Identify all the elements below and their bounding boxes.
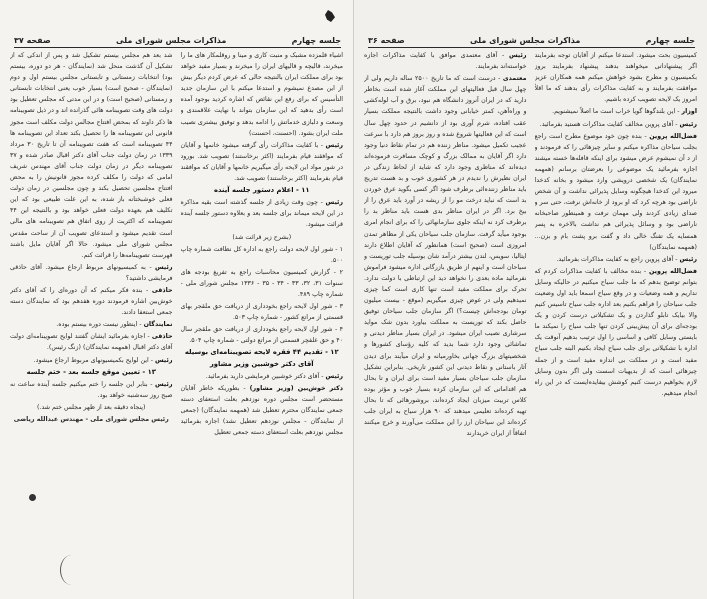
speech-text: بنده فکر میکنم که آن دوره‌ای را که آقای دکتر خوش‌بین اشاره فرمودند دوره هفدهم بود که نمایندگان دسته جمعی استعفا دادند.	[10, 286, 173, 317]
left-page-columns	[10, 50, 343, 585]
speaker-separator: -	[137, 321, 144, 329]
speech-text: چون وقت زیادی از جلسه گذشته است بقیه مذاکره در این لایحه میماند برای جلسه بعد و بعلاوه دستور جلسه آینده قرائت میشود.	[180, 199, 343, 229]
speaker-name: رئیس	[509, 52, 527, 59]
signature-mark	[60, 555, 83, 585]
speaker-paragraph	[364, 50, 527, 72]
speaker-name: معتمدی	[502, 75, 527, 83]
left-page	[0, 0, 353, 599]
body-paragraph: اشیاء قلمزده مشبک و منبت کاری و مینا و روقلمکار های ما را میخرند، قالیچه و قالیهای ایران را میخرند و بسیار مفید خواهد بود برای مملکت ایران بالنتیجه حالی که عرض کردم دیگر بیش از این مصدع نمیشوم و استدعا میکنم با این سازمان جدید التأسیس که برای رفع این نقائص که اشاره کردید بوجود آمده است رأی بدهید که این سازمان بتواند با نهایت علاقمندی و وسعت و دلبازی خدماتش را ادامه بدهد و توفیق بیشتری نصیب ملت ایران بشود. (احسنت، احسنت)	[180, 52, 343, 137]
ink-blot-mark	[325, 10, 335, 22]
speaker-paragraph	[181, 371, 344, 382]
speech-text: آقای معتمدی موافق با کفایت مذاکرات اجازه خواسته‌اند بفرمایند.	[364, 52, 527, 71]
speech-text: درست است که ما تاریخ ۲۵۰۰ ساله داریم ولی از چهل سال قبل فعالیتهای این مملکت آغاز شده است بخاطر دارید که در ایران آنروز دانشگاه هم نبود، برق و آب لوله‌کشی و وراه‌آهن، کمتر خیابانی وجود داشت بالنتیجه مملکت بسیار عقب افتاده، شرم آوری بود از دانشیم در حدود چهل سال است که این فعالیتها شروع شده و روز بروز هم دارد با سرعت عجیب تکمیل میشود. مناظر زننده هم در تمام نقاط دنیا وجود دارد اگر آقایان به ممالک بزرگ و کوچک مسافرت فرموده‌اند دیده‌اند که مناظری وجود دارد که شاید از لحاظ زندگی در ایران نظیرش را ندیدم در هر کشوری خوب و بد هست تدریج باید مناظر زننده‌ائی برطرف شود اگر کسی بگوید عرق خوردن بد است که نباید درخت مو را از ریشه در آورد باید عرق را از بیخ برد. اگر در ایران مناظر بدی هست باید مناظر بد را برطرف کرد نه اینکه جلوی سازمانهائی را که برای انجام امری بوجود میآید گرفت. سازمان جلب سیاحان یکی از مظاهر تمدن امروزی است (صحیح است) همانطور که آقایان اطلاع دارند ایتالیا، سویس، لندن بیشتر درآمد شان بوسیله جلب توریست و سیاحان است و اینهم از طریق بازرگانی اداره میشود فراموش نفرمائید ماده بعدی را نخواهد دید این ارتباطی با دولت ندارد. تحرک برای مملکت مفید است تنها کاری است کما چیزی نمیدهیم ولی در عوض چیزی میگیریم (موقع - بیست میلیون تومان بودجه‌اش چیست؟) اگر سازمان جلب سیاحان توفیق حاصل بکند که توریست به مملکت بیاورد بدون شک مواید سرشاری نصیب ایران میشود. در ایران بسیار مناظر دیدنی و تماشائی وجود دارد شما بدید که کلیه رؤسای کشورها و شخصیتهای بزرگ جهانی بخاورمیانه و ایران میآیند برای دیدن آثار باستانی و نقاط دیدنی این کشور تاریخی. بنابراین تشکیل سازمان جلب سیاحان بسیار مفید است برای ایران و تا بحال هم اقداماتی که این سازمان کرده بسیار خوب و مؤثر بوده کلاس تربیت میزبان ایجاد کرده‌اند، بروشورهائی که تا بحال تهیه کرده‌اند تعلیمی میدهند که ۹۰ هزار سیاح به ایران جلب کرده‌اند این سیاحان ارز را این مملکت می‌آورند و خرج میکنند اتفاقاً از ایران خریدارند	[364, 75, 527, 438]
body-paragraph: ۲ - گزارش کمیسیون محاسبات راجع به تفریغ بودجه های سنوات ۳۱، ۳۲، ۳۳ - ۳۴ - ۳۵ - ۱۳۳۶ مجلس شورای ملی - شماره چاپ ۴۸۹.	[180, 268, 343, 298]
speaker-name: رئیس	[325, 141, 343, 149]
speech-text: این بلندگوها گویا خراب است ما اصلاً نمیشنویم.	[552, 108, 676, 116]
speech-text: آقای پروین مخالف کفایت مذاکرات هستید بفرمائید.	[539, 120, 674, 128]
speaker-name: فضل‌الله پروین	[649, 132, 697, 140]
body-paragraph: ۳ - شور اول لایحه راجع بخودداری از دریافت حق ملقجر بهای قسمتی از مراتع کشور - شماره چاپ ۵۰۳.	[180, 303, 343, 322]
left-header-title: مذاکرات مجلس شورای ملی	[116, 36, 227, 45]
right-header-title: مذاکرات مجلس شورای ملی	[470, 36, 581, 45]
speaker-paragraph	[10, 319, 173, 330]
left-page-number: صفحه ۳۷	[14, 36, 51, 45]
speaker-separator: -	[497, 52, 510, 59]
speaker-paragraph	[535, 131, 698, 253]
right-page	[353, 0, 707, 599]
speaker-name: رئیس	[325, 372, 343, 380]
speaker-separator: -	[675, 108, 682, 116]
speaker-paragraph	[10, 379, 173, 401]
left-page-column-left	[10, 50, 173, 585]
speaker-separator: -	[318, 199, 326, 207]
speaker-name: حاذقی	[151, 286, 173, 294]
speaker-paragraph	[364, 73, 527, 439]
left-session-label: جلسه چهارم	[291, 36, 341, 45]
right-page-number: صفحه ۳۶	[368, 36, 405, 45]
left-page-header	[14, 31, 341, 48]
speaker-separator: -	[142, 286, 152, 294]
speaker-separator: -	[319, 372, 326, 380]
speech-text: آقای پروین راجع به کفایت مذاکرات بفرمائید.	[556, 255, 674, 263]
body-paragraph: ۱ - شور اول لایحه دولت راجع به اداره کل نظافت شماره چاپ ۵۰۰.	[180, 245, 343, 264]
body-paragraph: کمیسیون بحث میشود. استدعا میکنم از آقایان توجه بفرمایند اگر پیشنهاداتی میخواهند بدهند پیشنهاد بفرمایند بروز بکمیسیون و مطرح بشود خواهش میکنم همه همکاران عزیز موافقت بفرمایند و به کفایت مذاکرات رأی بدهند که ما اقلاً امروز یک لایحه تصویب کرده باشیم.	[534, 52, 697, 104]
ink-dot-mark	[29, 494, 36, 501]
right-page-column-left	[364, 50, 527, 585]
speaker-name: رئیس	[155, 263, 173, 271]
section-heading: ۱۳ - تعیین موقع جلسه بعد - ختم جلسه	[26, 367, 156, 376]
speech-text: بنده چون خود موضوع مطرح است راجع بجلب سیاحان مذاکره میکنم و سایر چیزهائی را که فرمودند و از د آن نمیشوم عرض میشود برای اینکه قافله‌ها خسته میشند اجازه بفرمائید یک موضوعی را بعرضتان برسانم (همهمه نمایندگان) یک شخصی درویشی وارد میشود و بخانه کدخدا میرود این کدخدا هیچگونه وسایل پذیرائی نداشت و آن شخص ناراضی بود هرچه کرد که او برود از خانه‌اش نرفت، حتی سر و صدای زیادی کردند ولی مهمان نرفت و همینطور صاحبخانه ناراضی بود و وسائل پذیرائی هم نداشت بالاخره به پسر همسایه یک تفنگ خالی داد و گفت برو پشت بام و بزن... (همهمه نمایندگان)	[534, 132, 697, 251]
stage-note: (پنجاه دقیقه بعد از ظهر مجلس ختم شد.)	[36, 403, 146, 411]
right-page-column-right	[535, 50, 698, 585]
speaker-separator: -	[239, 384, 250, 392]
speaker-name: نمایندگان	[143, 321, 173, 329]
speech-text: بنده مخالف با کفایت مذاکرات کردم که بتوانم توضیح بدهم که ما جلب سیاح میکنیم در حالیکه وسایل نداریم و همه وضعیات و در وقع سیاح اسمعا باید اول وضعیت جلب سیاحان را فراهم بکنیم بعد اداره جلب سیاح تاسیس کنیم والا بیایک تابلو گذاردن و یک تشکیلاتی درست کردن و یک بودجه‌ای برای آن پیش‌بینی کردن تنها جلب سیاح را نمیکند ما بایستی وسایل کافی و اساسی را اول ترتیب بدهیم آنوقت یک اداره با تشکیلاتی برای جلب سیاح ایجاد بکنیم البته جلب سیاح مفید است و در مملکت بی اندازه مفید است و از جمله چیزهائی است که از بدیهیات اسست ولی اگر بدون وسایل لازم بخواهیم درست کنیم کوشش بیفایده‌ایست که در این راه انجام میدهیم.	[534, 267, 697, 397]
speaker-paragraph	[10, 355, 173, 366]
speaker-name: رئیس	[679, 120, 697, 128]
speaker-paragraph	[181, 197, 344, 230]
speaker-paragraph	[10, 262, 173, 284]
speech-text: با کفایت مذاکرات رأی گرفته میشود خانمها و آقایان که موافقند قیام بفرمایند (اکثر برخاستند) تصویب شد. بورود در شور مواد این لایحه رأی میگیریم خانمها و آقایان که موافقند قیام بفرمایند (اکثر برخاستند) تصویب شد.	[180, 141, 343, 183]
speech-text: اینطور نیست دوره بیستم بوده.	[56, 321, 138, 329]
speaker-name: حاذقی	[151, 333, 173, 341]
right-session-label: جلسه چهارم	[645, 36, 695, 45]
speaker-paragraph	[535, 266, 698, 399]
speaker-separator: -	[673, 120, 680, 128]
speaker-separator: -	[147, 380, 156, 388]
speaker-separator: -	[641, 132, 650, 140]
speech-text: آقای دکتر خوشبین فرمایشی دارید بفرمائید.	[205, 372, 320, 380]
section-heading: ۱۱ - اعلام دستور جلسه آینده	[213, 186, 310, 195]
speaker-paragraph	[535, 119, 698, 130]
right-page-columns	[364, 50, 697, 585]
speaker-paragraph	[535, 254, 698, 265]
speaker-paragraph	[10, 285, 173, 318]
speaker-name: اوزار	[681, 108, 697, 116]
speaker-name: دکتر خوش‌بین (وزیر مشاور)	[249, 384, 343, 392]
section-heading: ۱۲ - تقدیم ۴۴ فقره لایحه تصویبنامه‌ای بوسیله آقای دکتر خوشبین وزیر مشاور	[184, 348, 339, 368]
speaker-paragraph	[181, 383, 344, 438]
speaker-paragraph	[10, 331, 173, 353]
speech-text: به کمیسیونهای مربوط ارجاع میشود. آقای حاذقی فرمایشی داشتید؟	[10, 263, 173, 282]
speech-text: بطوریکه خاطر آقایان مستحضر است مجلس دوره نوزدهم بعلت استعفای دسته جمعی نمایندگان محترم تعطیل شد (همهمه نمایندگان) (جمعی از نمایندگان - مجلس نوزدهم تعطیل نشد) اجازه بفرمائید مجلس نوزدهم بعلت استعفای دسته جمعی تعطیل	[180, 384, 343, 437]
speaker-paragraph	[535, 106, 698, 117]
speaker-name: رئیس	[325, 199, 343, 207]
body-paragraph: شد بعد هم مجلس بیستم تشکیل شد و پس از اندکی که از تشکیل آن گذشت منحل شد (نمایندگان - هر دو دوره، بیستم بود) انتخابات زمستانی و تابستانی مجلس بیستم اول و دوم (نمایندگان - صحیح است) بسیار خوب یعنی انتخابات تابستانی و زمستانی (صحیح است) و در این مدتی که مجلس تعطیل بود دولت های وقت تصویبنامه هائی گذرانده اند و در ذیل تصویبنامه ها ذکر داوند که بمحض افتتاح مجالس دولت مکلف است مجوز قانونی این تصویبنامه ها را تحصیل بکند تعداد این تصویبنامه ها ۴۴ تصویبنامه است که هفت تصویبنامه آن تا تاریخ ۳۰ مرداد ۱۳۳۹ در زمان دولت جناب آقای دکتر اقبال صادر شده و ۳۷ تصویبنامه دیگر در زمان دولت جناب آقای مهندس شریف امامی که دولت را مکلف کرده مجوز قانونیش را به محض افتتاح مجلسین تحصیل بکند و چون مجلسین در زمان دولت فعلی خوشبختانه باز شده، به این علت طبیعی بود که این تکلیف هم بعهده دولت فعلی خواهد بود و بالنتیجه این ۴۴ تصویبنامه که اکثریت از روی اتفاق هم تصویبنامه های مالی است تقدیم میشود و استدعای تصویب آن از ساحت مقدس مجلس شورای ملی میشود. حالا اگر آقایان مایل باشند فهرست تصویبنامه‌ها را قرائت کنم.	[10, 52, 173, 259]
right-page-header	[368, 31, 695, 48]
speaker-separator: -	[145, 333, 152, 341]
left-page-column-right	[181, 50, 344, 585]
speech-text: این لوایح بکمیسیونهای مربوط ارجاع میشود.	[33, 356, 149, 364]
stage-note: (بشرح زیر قرائت شد)	[232, 233, 292, 241]
speaker-name: رئیس	[155, 356, 173, 364]
speaker-separator: -	[148, 356, 156, 364]
speaker-separator: -	[641, 267, 649, 275]
speech-text: بنابر این جلسه را ختم میکنیم جلسه آینده ساعت نه صبح روز سه‌شنبه خواهد بود.	[10, 380, 173, 399]
speaker-separator: -	[318, 141, 326, 149]
speaker-separator: -	[495, 75, 503, 83]
signature-line: رئیس مجلس شورای ملی - مهندس عبدالله ریاضی	[13, 416, 169, 423]
body-paragraph: ۴ - شور اول لایحه راجع بخودداری از دریافت حق ملقجر سال ۴۰ و حق علفچر قسمتی از مراتع دولتی - شماره چاپ ۵۰۴.	[180, 326, 343, 345]
speaker-name: رئیس	[155, 380, 173, 388]
speaker-paragraph	[181, 140, 344, 184]
speaker-name: رئیس	[679, 255, 697, 263]
speech-text: اجازه بفرمائید ایشان گفتند لوایح تصویبنامه‌ای دولت آقای دکتر اقبال (همهمه نمایندگان) (زنگ رئیس).	[10, 333, 173, 352]
speaker-separator: -	[673, 255, 680, 263]
speaker-separator: -	[145, 263, 156, 271]
speaker-name: فضل‌الله پروین	[648, 267, 697, 275]
